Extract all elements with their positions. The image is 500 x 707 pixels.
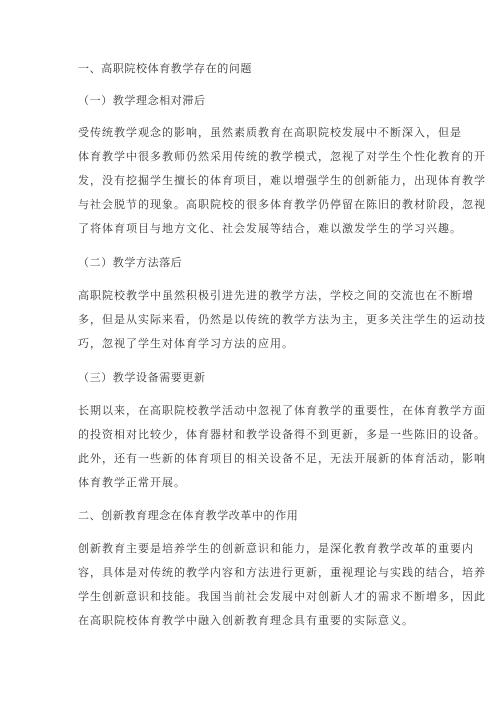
paragraph-line: 发，没有挖掘学生擅长的体育项目，难以增强学生的创新能力，出现体育教学 (78, 174, 486, 187)
paragraph-line: 创新教育主要是培养学生的创新意识和能力，是深化教育教学改革的重要内 (78, 542, 474, 555)
paragraph-line: 在高职院校体育教学中融入创新教育理念具有重要的实际意义。 (78, 614, 414, 627)
paragraph-line: 与社会脱节的现象。高职院校的很多体育教学仍停留在陈旧的教材阶段，忽视 (78, 198, 486, 211)
paragraph-line: 此外，还有一些新的体育项目的相关设备不足，无法开展新的体育活动，影响 (78, 452, 486, 465)
paragraph-line: 学生创新意识和技能。我国当前社会发展中对创新人才的需求不断增多，因此 (78, 590, 486, 603)
paragraph-line: 多，但是从实际来看，仍然是以传统的教学方法为主，更多关注学生的运动技 (78, 313, 486, 326)
paragraph-line: 受传统教学观念的影响，虽然素质教育在高职院校发展中不断深入，但是 (78, 126, 462, 139)
subsection-heading-2: （二）教学方法落后 (78, 256, 183, 269)
paragraph-line: 高职院校教学中虽然积极引进先进的教学方法，学校之间的交流也在不断增 (78, 289, 474, 302)
subsection-heading-3: （三）教学设备需要更新 (78, 371, 206, 384)
paragraph-line: 了将体育项目与地方文化、社会发展等结合，难以激发学生的学习兴趣。 (78, 222, 462, 235)
paragraph-line: 体育教学中很多教师仍然采用传统的教学模式，忽视了对学生个性化教育的开 (78, 150, 486, 163)
paragraph-line: 巧，忽视了学生对体育学习方法的应用。 (78, 337, 294, 350)
paragraph-line: 体育教学正常开展。 (78, 476, 186, 489)
paragraph-line: 的投资相对比较少，体育器材和教学设备得不到更新，多是一些陈旧的设备。 (78, 428, 486, 441)
section-heading-1: 一、高职院校体育教学存在的问题 (78, 62, 252, 75)
paragraph-line: 容，具体是对传统的教学内容和方法进行更新，重视理论与实践的结合，培养 (78, 566, 486, 579)
subsection-heading-1: （一）教学理念相对滞后 (78, 94, 206, 107)
section-heading-2: 二、创新教育理念在体育教学改革中的作用 (78, 509, 299, 522)
paragraph-line: 长期以来，在高职院校教学活动中忽视了体育教学的重要性，在体育教学方面 (78, 404, 486, 417)
